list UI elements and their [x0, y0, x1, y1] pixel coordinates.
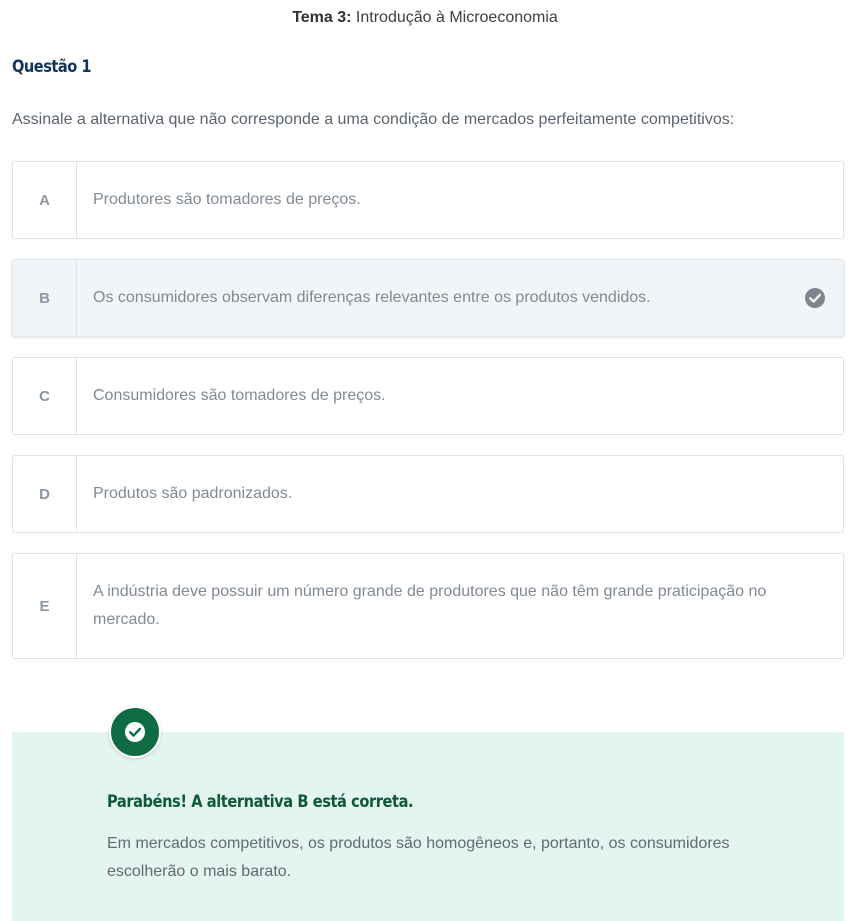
- question-title: Questão 1: [12, 57, 91, 77]
- option-a[interactable]: [12, 161, 844, 239]
- topic-name: Introdução à Microeconomia: [355, 9, 558, 26]
- option-b[interactable]: [12, 259, 844, 337]
- option-letter: A: [13, 162, 77, 238]
- option-e[interactable]: [12, 553, 844, 659]
- option-text: Produtos são padronizados.: [93, 485, 293, 502]
- option-text: A indústria deve possuir um número grande de produtores que não têm grande praticipação no mercado.: [93, 583, 767, 628]
- option-c[interactable]: [12, 357, 844, 435]
- option-letter: C: [13, 358, 77, 434]
- option-text: Consumidores são tomadores de preços.: [93, 387, 386, 404]
- feedback-body: Em mercados competitivos, os produtos são homogêneos e, portanto, os consumidores escolherão o mais barato.: [107, 835, 730, 880]
- feedback-panel: [12, 732, 844, 921]
- check-circle-icon: [109, 706, 161, 758]
- option-letter: B: [13, 260, 77, 336]
- check-circle-icon: [787, 260, 843, 336]
- option-text: Produtores são tomadores de preços.: [93, 191, 361, 208]
- topic-header: [0, 9, 850, 27]
- option-d[interactable]: [12, 455, 844, 533]
- feedback-title: Parabéns! A alternativa B está correta.: [107, 792, 414, 812]
- option-letter: D: [13, 456, 77, 532]
- option-letter: E: [13, 554, 77, 658]
- option-text: Os consumidores observam diferenças relevantes entre os produtos vendidos.: [93, 289, 651, 306]
- question-prompt: Assinale a alternativa que não corresponde a uma condição de mercados perfeitamente competitivos:: [12, 111, 735, 128]
- topic-label: Tema 3:: [292, 9, 352, 26]
